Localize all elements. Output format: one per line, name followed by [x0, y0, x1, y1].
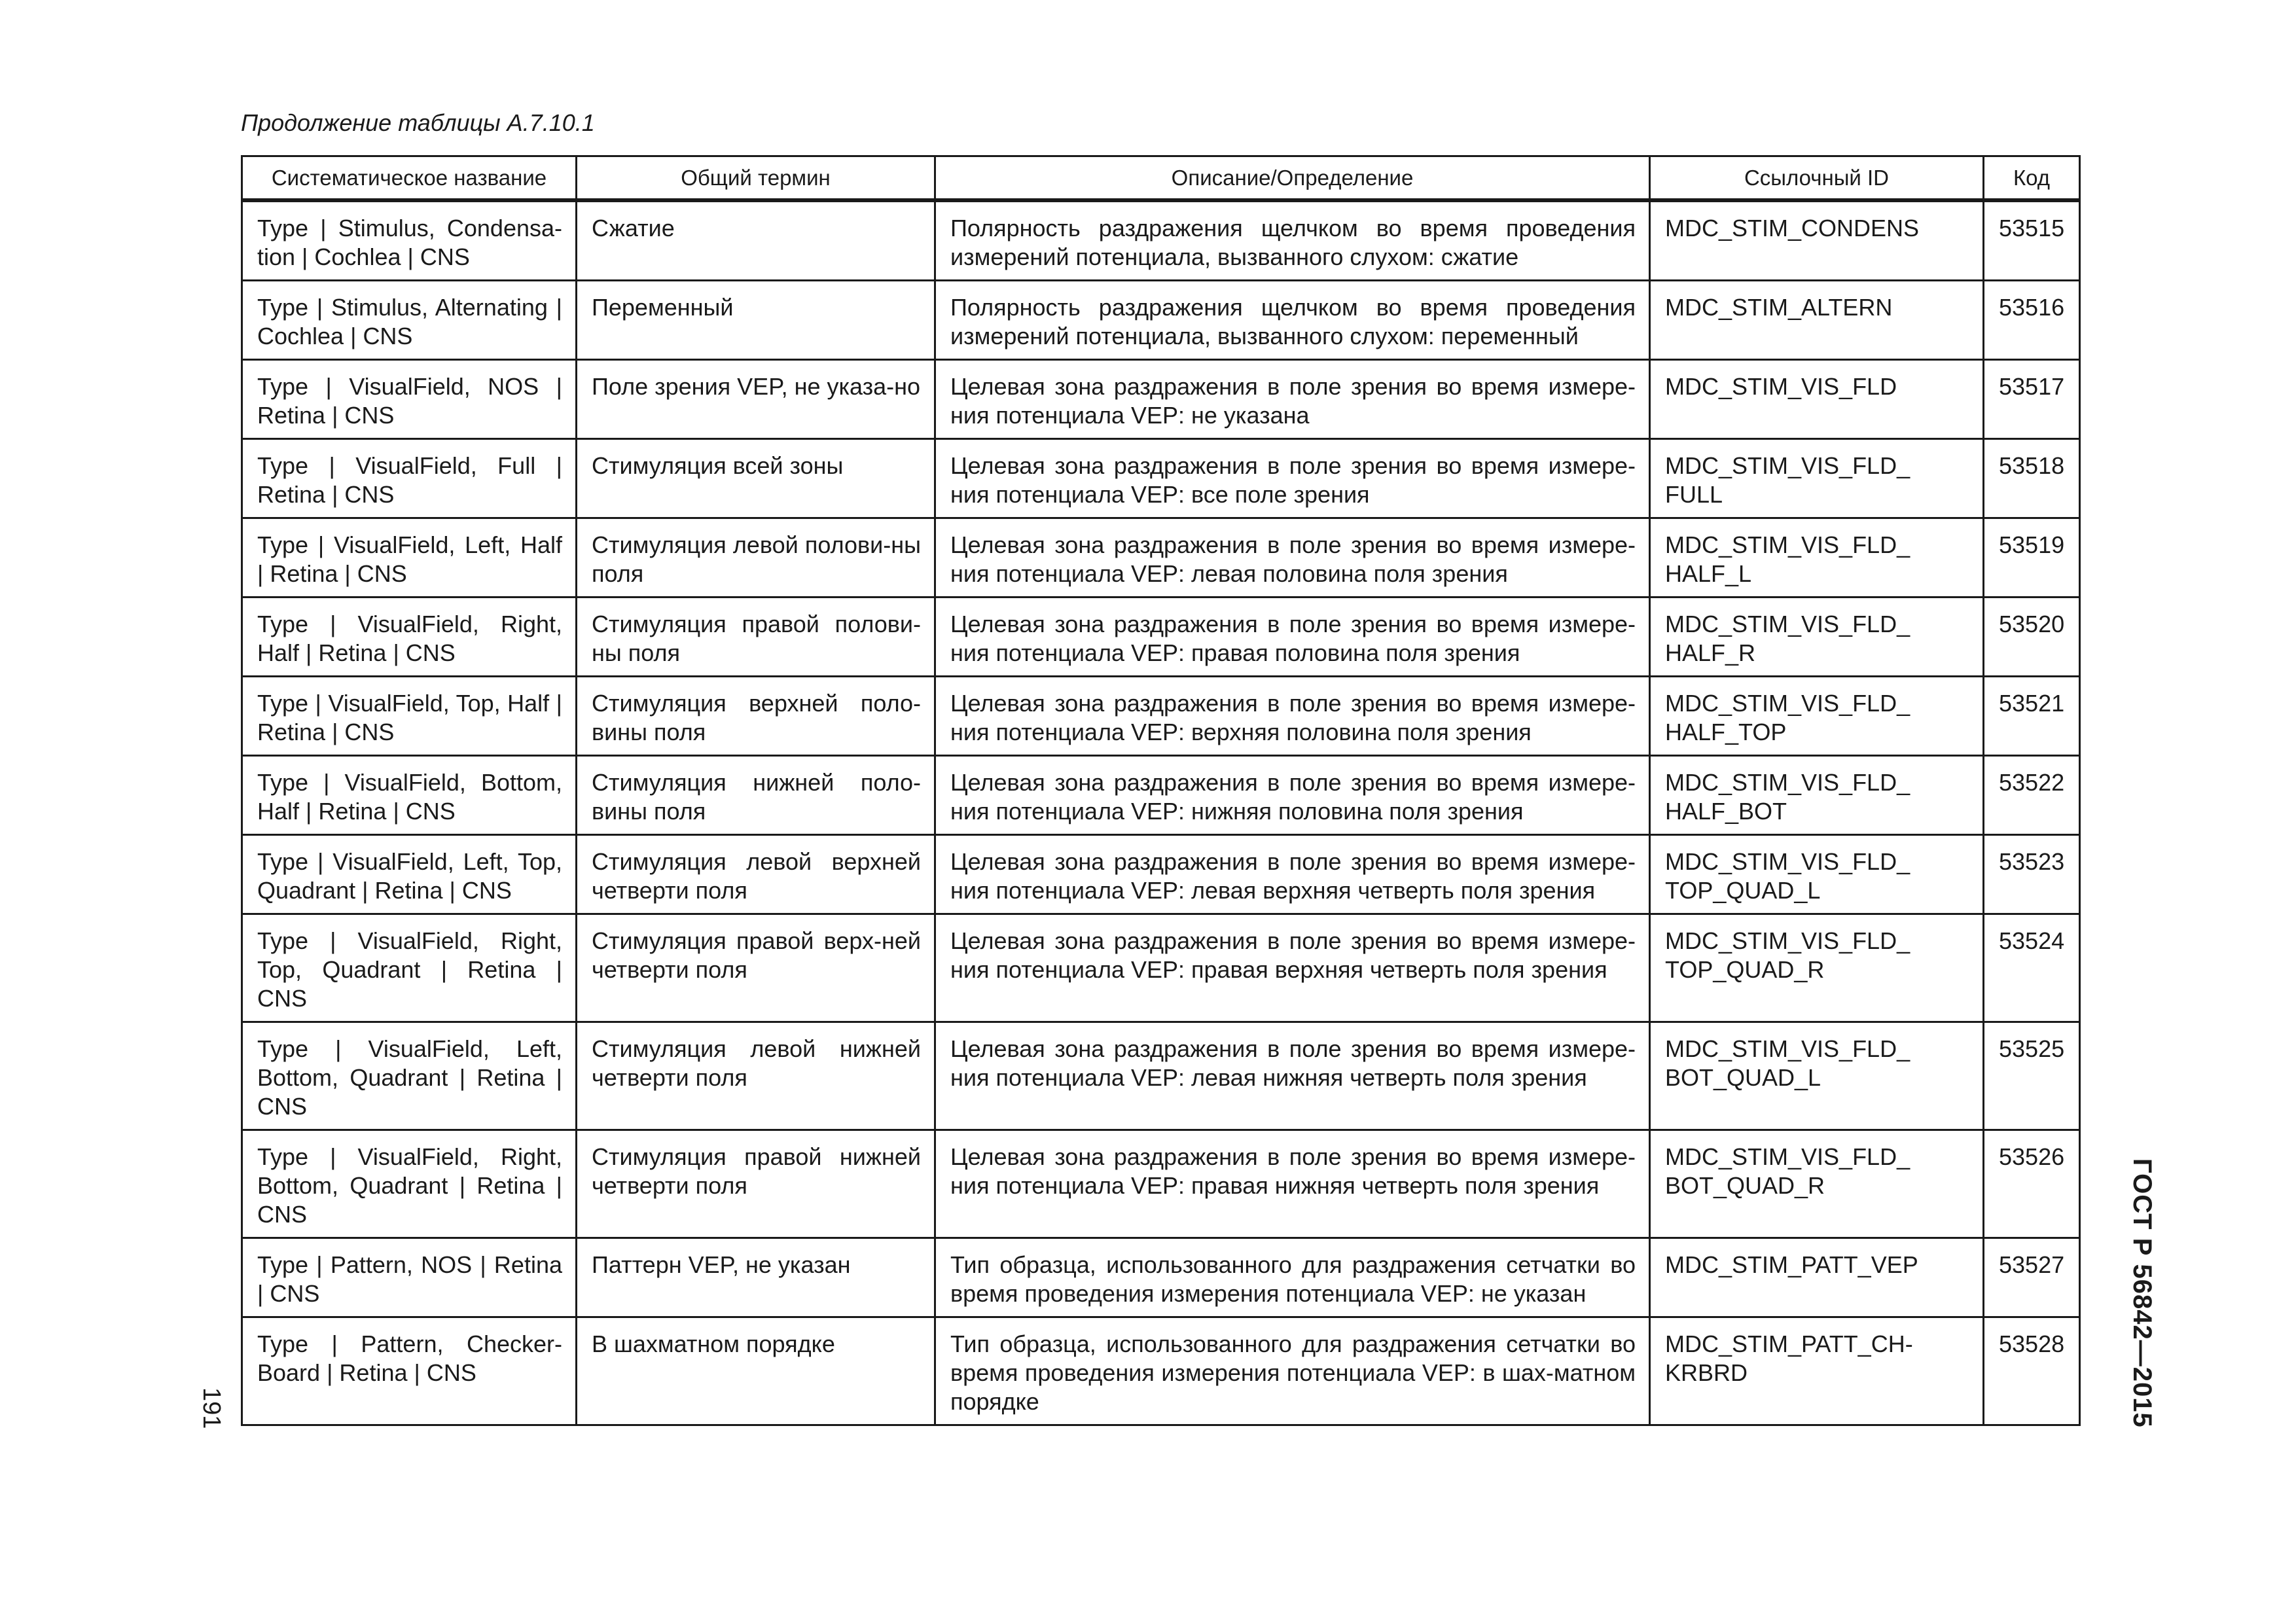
cell-reference-id: MDC_STIM_CONDENS — [1650, 200, 1984, 281]
table-caption: Продолжение таблицы А.7.10.1 — [241, 109, 595, 136]
page-number: 191 — [198, 1387, 225, 1429]
cell-reference-id: MDC_STIM_VIS_FLD_ TOP_QUAD_R — [1650, 914, 1984, 1022]
table-row — [242, 360, 2080, 439]
cell-common-term: Стимуляция правой нижней четверти поля — [577, 1130, 935, 1238]
table-row — [242, 200, 2080, 281]
cell-code: 53516 — [1984, 281, 2080, 360]
cell-common-term: Стимуляция левой полови-ны поля — [577, 518, 935, 597]
cell-code: 53519 — [1984, 518, 2080, 597]
cell-code: 53527 — [1984, 1238, 2080, 1317]
cell-common-term: Стимуляция правой верх-ней четверти поля — [577, 914, 935, 1022]
terms-table — [241, 155, 2081, 1426]
cell-reference-id: MDC_STIM_VIS_FLD_ BOT_QUAD_R — [1650, 1130, 1984, 1238]
header-reference-id: Ссылочный ID — [1650, 156, 1984, 201]
cell-common-term: Сжатие — [577, 200, 935, 281]
cell-description: Полярность раздражения щелчком во время проведения измерений потенциала, вызванного слухом: переменный — [935, 281, 1650, 360]
cell-description: Целевая зона раздражения в поле зрения во время измере-ния потенциала VEP: все поле зрения — [935, 439, 1650, 518]
cell-code: 53520 — [1984, 597, 2080, 677]
cell-systematic-name: Type | Pattern, Checker-Board | Retina | CNS — [242, 1317, 577, 1425]
cell-description: Целевая зона раздражения в поле зрения во время измере-ния потенциала VEP: верхняя половина поля зрения — [935, 677, 1650, 756]
cell-systematic-name: Type | VisualField, Left, Half | Retina | CNS — [242, 518, 577, 597]
cell-description: Целевая зона раздражения в поле зрения во время измере-ния потенциала VEP: левая половина поля зрения — [935, 518, 1650, 597]
cell-common-term: Стимуляция левой верхней четверти поля — [577, 835, 935, 914]
cell-code: 53525 — [1984, 1022, 2080, 1130]
header-code: Код — [1984, 156, 2080, 201]
standard-designation: ГОСТ Р 56842—2015 — [2128, 1158, 2157, 1428]
cell-common-term: Стимуляция левой нижней четверти поля — [577, 1022, 935, 1130]
cell-description: Тип образца, использованного для раздражения сетчатки во время проведения измерения потенциала VEP: не указан — [935, 1238, 1650, 1317]
cell-common-term: Паттерн VEP, не указан — [577, 1238, 935, 1317]
cell-reference-id: MDC_STIM_VIS_FLD — [1650, 360, 1984, 439]
cell-description: Полярность раздражения щелчком во время проведения измерений потенциала, вызванного слухом: сжатие — [935, 200, 1650, 281]
table-row — [242, 677, 2080, 756]
cell-reference-id: MDC_STIM_PATT_VEP — [1650, 1238, 1984, 1317]
cell-reference-id: MDC_STIM_VIS_FLD_ HALF_BOT — [1650, 756, 1984, 835]
cell-systematic-name: Type | VisualField, NOS | Retina | CNS — [242, 360, 577, 439]
cell-systematic-name: Type | VisualField, Top, Half | Retina | CNS — [242, 677, 577, 756]
table-row — [242, 835, 2080, 914]
cell-code: 53515 — [1984, 200, 2080, 281]
cell-description: Целевая зона раздражения в поле зрения во время измере-ния потенциала VEP: правая нижняя четверть поля зрения — [935, 1130, 1650, 1238]
cell-description: Целевая зона раздражения в поле зрения во время измере-ния потенциала VEP: правая половина поля зрения — [935, 597, 1650, 677]
cell-code: 53521 — [1984, 677, 2080, 756]
cell-code: 53517 — [1984, 360, 2080, 439]
cell-reference-id: MDC_STIM_VIS_FLD_ HALF_TOP — [1650, 677, 1984, 756]
cell-code: 53526 — [1984, 1130, 2080, 1238]
header-description: Описание/Определение — [935, 156, 1650, 201]
cell-reference-id: MDC_STIM_VIS_FLD_ HALF_L — [1650, 518, 1984, 597]
cell-common-term: Стимуляция нижней поло-вины поля — [577, 756, 935, 835]
cell-common-term: Стимуляция правой полови-ны поля — [577, 597, 935, 677]
table-row — [242, 756, 2080, 835]
cell-systematic-name: Type | VisualField, Right, Half | Retina | CNS — [242, 597, 577, 677]
table-row — [242, 1022, 2080, 1130]
cell-systematic-name: Type | VisualField, Left, Bottom, Quadrant | Retina | CNS — [242, 1022, 577, 1130]
cell-description: Целевая зона раздражения в поле зрения во время измере-ния потенциала VEP: левая верхняя четверть поля зрения — [935, 835, 1650, 914]
cell-reference-id: MDC_STIM_VIS_FLD_ BOT_QUAD_L — [1650, 1022, 1984, 1130]
cell-systematic-name: Type | VisualField, Left, Top, Quadrant | Retina | CNS — [242, 835, 577, 914]
cell-code: 53528 — [1984, 1317, 2080, 1425]
cell-reference-id: MDC_STIM_ALTERN — [1650, 281, 1984, 360]
cell-code: 53524 — [1984, 914, 2080, 1022]
cell-systematic-name: Type | VisualField, Right, Bottom, Quadrant | Retina | CNS — [242, 1130, 577, 1238]
table-row — [242, 1130, 2080, 1238]
cell-systematic-name: Type | VisualField, Full | Retina | CNS — [242, 439, 577, 518]
cell-description: Целевая зона раздражения в поле зрения во время измере-ния потенциала VEP: не указана — [935, 360, 1650, 439]
cell-common-term: Поле зрения VEP, не указа-но — [577, 360, 935, 439]
cell-code: 53523 — [1984, 835, 2080, 914]
table-row — [242, 914, 2080, 1022]
cell-systematic-name: Type | VisualField, Bottom, Half | Retina | CNS — [242, 756, 577, 835]
cell-common-term: Стимуляция всей зоны — [577, 439, 935, 518]
table-row — [242, 1238, 2080, 1317]
header-systematic-name: Систематическое название — [242, 156, 577, 201]
cell-code: 53522 — [1984, 756, 2080, 835]
cell-common-term: Стимуляция верхней поло-вины поля — [577, 677, 935, 756]
header-common-term: Общий термин — [577, 156, 935, 201]
cell-description: Целевая зона раздражения в поле зрения во время измере-ния потенциала VEP: левая нижняя четверть поля зрения — [935, 1022, 1650, 1130]
cell-code: 53518 — [1984, 439, 2080, 518]
cell-reference-id: MDC_STIM_VIS_FLD_ TOP_QUAD_L — [1650, 835, 1984, 914]
cell-reference-id: MDC_STIM_VIS_FLD_ HALF_R — [1650, 597, 1984, 677]
cell-systematic-name: Type | Stimulus, Condensa-tion | Cochlea | CNS — [242, 200, 577, 281]
cell-reference-id: MDC_STIM_VIS_FLD_ FULL — [1650, 439, 1984, 518]
cell-description: Целевая зона раздражения в поле зрения во время измере-ния потенциала VEP: нижняя половина поля зрения — [935, 756, 1650, 835]
table-header-row — [242, 156, 2080, 201]
cell-common-term: Переменный — [577, 281, 935, 360]
cell-common-term: В шахматном порядке — [577, 1317, 935, 1425]
cell-description: Целевая зона раздражения в поле зрения во время измере-ния потенциала VEP: правая верхняя четверть поля зрения — [935, 914, 1650, 1022]
cell-systematic-name: Type | Pattern, NOS | Retina | CNS — [242, 1238, 577, 1317]
cell-systematic-name: Type | VisualField, Right, Top, Quadrant | Retina | CNS — [242, 914, 577, 1022]
table-row — [242, 281, 2080, 360]
table-row — [242, 1317, 2080, 1425]
table-row — [242, 518, 2080, 597]
cell-description: Тип образца, использованного для раздражения сетчатки во время проведения измерения потенциала VEP: в шах-матном порядке — [935, 1317, 1650, 1425]
cell-reference-id: MDC_STIM_PATT_CH-KRBRD — [1650, 1317, 1984, 1425]
cell-systematic-name: Type | Stimulus, Alternating | Cochlea | CNS — [242, 281, 577, 360]
table-row — [242, 439, 2080, 518]
table-row — [242, 597, 2080, 677]
